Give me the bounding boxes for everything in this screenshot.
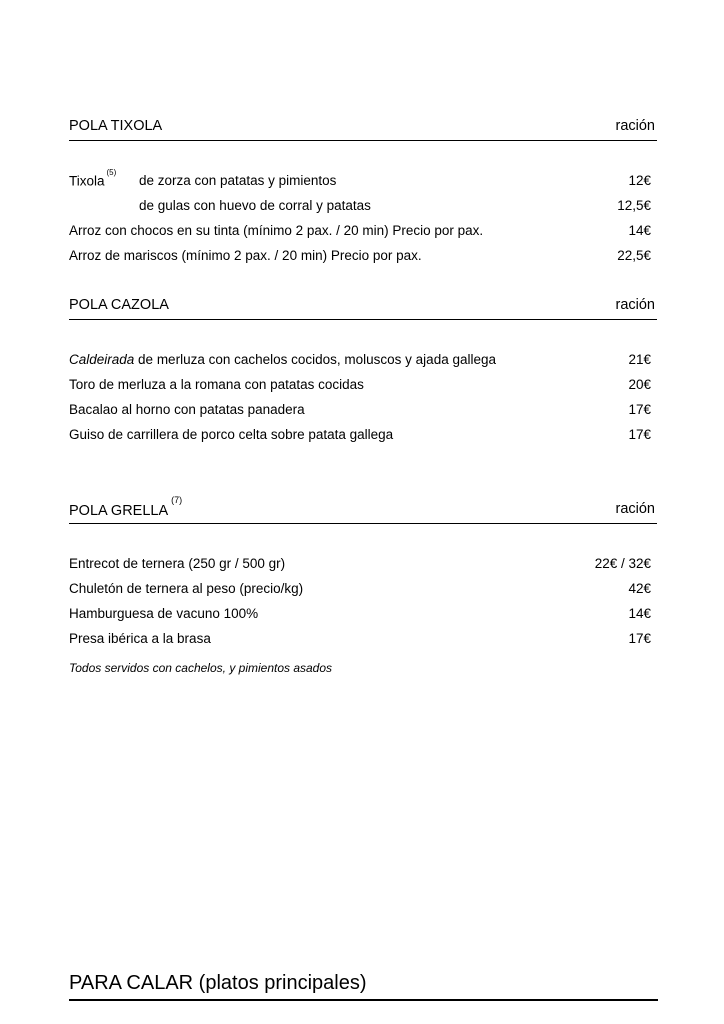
section-title: POLA TIXOLA <box>69 118 163 134</box>
item-price: 12,5€ <box>617 198 651 213</box>
item-price: 20€ <box>628 377 651 392</box>
item-price: 14€ <box>628 606 651 621</box>
item-price: 21€ <box>628 352 651 367</box>
section-pola-grella <box>69 495 657 675</box>
item-description: Chuletón de ternera al peso (precio/kg) <box>69 581 304 596</box>
menu-item <box>69 556 657 576</box>
section-pola-cazola <box>69 297 657 442</box>
footer-heading: PARA CALAR (platos principales) <box>69 972 658 1001</box>
item-description: de merluza con cachelos cocidos, moluscos y ajada gallega <box>134 352 496 367</box>
item-description: de zorza con patatas y pimientos <box>139 173 337 188</box>
menu-item <box>69 223 657 243</box>
item-description: Presa ibérica a la brasa <box>69 631 211 646</box>
menu-item <box>69 427 657 447</box>
section-note: Todos servidos con cachelos, y pimientos asados <box>69 661 333 675</box>
menu-item <box>69 377 657 397</box>
menu-item <box>69 248 657 268</box>
item-description: de gulas con huevo de corral y patatas <box>139 198 371 213</box>
item-description: Entrecot de ternera (250 gr / 500 gr) <box>69 556 286 571</box>
item-description: Bacalao al horno con patatas panadera <box>69 402 305 417</box>
item-description: Hamburguesa de vacuno 100% <box>69 606 259 621</box>
section-unit: ración <box>615 501 655 517</box>
item-description: Arroz de mariscos (mínimo 2 pax. / 20 min) Precio por pax. <box>69 248 422 263</box>
item-price: 22,5€ <box>617 248 651 263</box>
item-description: Arroz con chocos en su tinta (mínimo 2 pax. / 20 min) Precio por pax. <box>69 223 484 238</box>
section-header <box>69 118 657 141</box>
item-price: 17€ <box>628 427 651 442</box>
menu-item <box>69 352 657 372</box>
section-title: POLA GRELLA <box>69 502 169 519</box>
menu-item <box>69 168 657 193</box>
section-unit: ración <box>615 297 655 313</box>
allergen-note: (7) <box>171 495 183 505</box>
item-description: Toro de merluza a la romana con patatas cocidas <box>69 377 364 392</box>
menu-item <box>69 631 657 651</box>
item-price: 17€ <box>628 402 651 417</box>
item-price: 14€ <box>628 223 651 238</box>
item-prefix: Tixola <box>69 173 105 189</box>
item-price: 42€ <box>628 581 651 596</box>
item-price: 17€ <box>628 631 651 646</box>
menu-item <box>69 402 657 422</box>
section-title: POLA CAZOLA <box>69 297 169 313</box>
item-price: 12€ <box>628 173 651 188</box>
menu-item <box>69 198 657 218</box>
section-header <box>69 495 657 524</box>
allergen-note: (5) <box>106 168 117 177</box>
section-pola-tixola <box>69 118 657 263</box>
menu-item <box>69 581 657 601</box>
menu-item <box>69 606 657 626</box>
item-description: Guiso de carrillera de porco celta sobre patata gallega <box>69 427 394 442</box>
item-name-italic: Caldeirada <box>69 352 135 367</box>
section-header <box>69 297 657 320</box>
item-price: 22€ / 32€ <box>594 556 651 571</box>
section-unit: ración <box>615 118 655 134</box>
